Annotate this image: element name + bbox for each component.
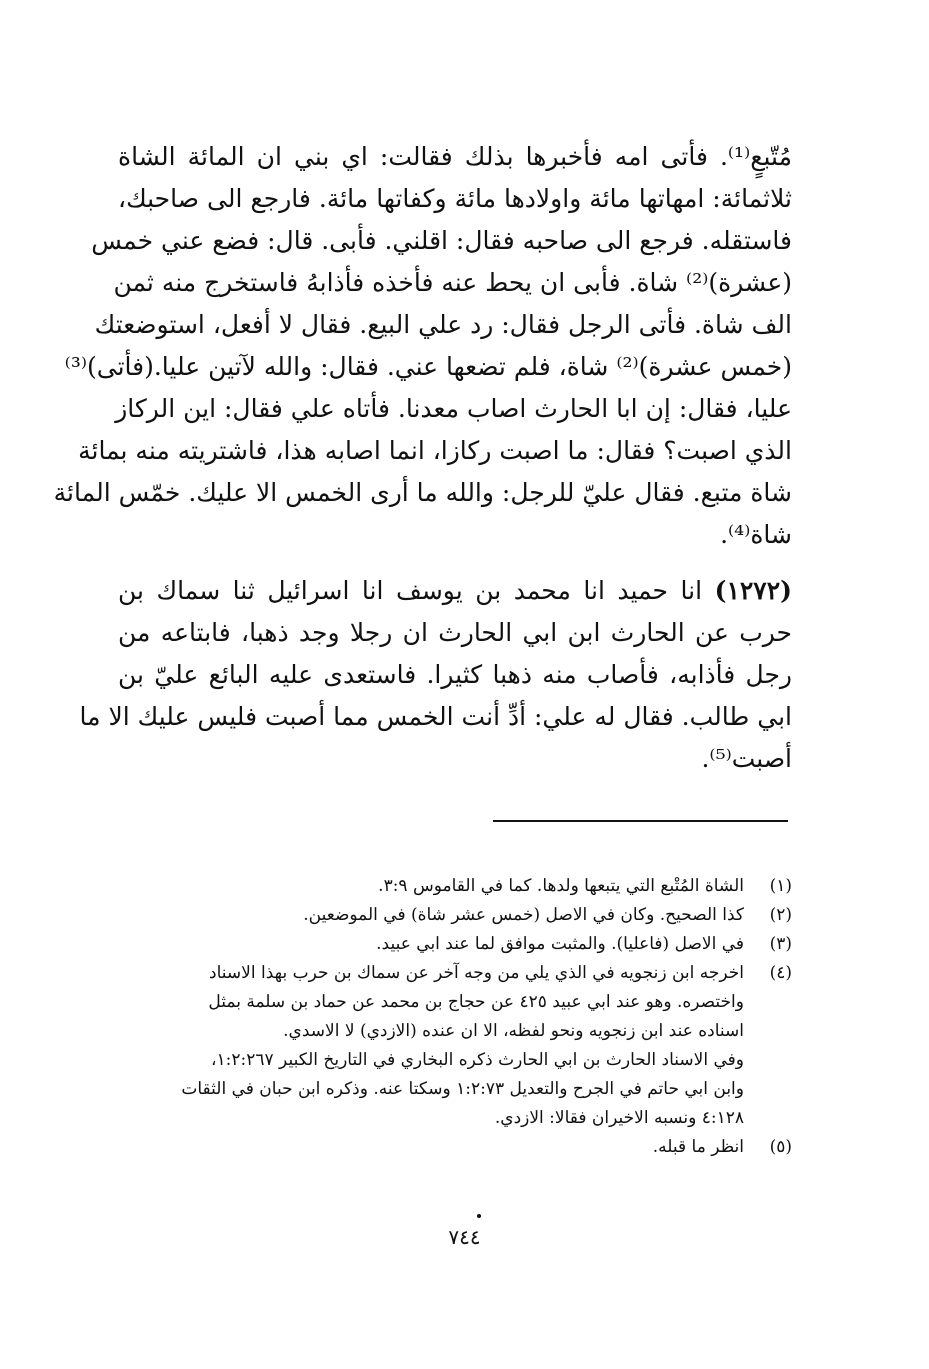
text-line bbox=[118, 570, 792, 612]
footnote-line: ٤:١٢٨ ونسبه الاخيران فقالا: الازدي. bbox=[494, 1108, 744, 1128]
footnote-text bbox=[118, 1133, 744, 1162]
footnote-3 bbox=[118, 930, 792, 959]
footnote-line: وابن ابي حاتم في الجرح والتعديل ١:٢:٧٣ وسكتا عنه. وذكره ابن حبان في الثقات bbox=[181, 1079, 744, 1099]
text-line: الذي اصبت؟ فقال: ما اصبت ركازا، انما اصابه هذا، فاشتريته منه بمائة bbox=[78, 436, 792, 465]
footnote-text bbox=[118, 930, 744, 959]
footnote-line: اسناده عند ابن زنجويه ونحو لفظه، الا ان عنده (الازدي) لا الاسدي. bbox=[283, 1021, 744, 1041]
text-line: رجل فأذابه، فأصاب منه ذهبا كثيرا. فاستعدى عليه البائع عليّ بن bbox=[118, 660, 792, 689]
footnote-line: اخرجه ابن زنجويه في الذي يلي من وجه آخر عن سماك بن حرب بهذا الاسناد bbox=[209, 963, 744, 983]
text-line: عليا، فقال: إن ابا الحارث اصاب معدنا. فأتاه علي فقال: اين الركاز bbox=[115, 394, 792, 423]
footnote-line: وفي الاسناد الحارث بن ابي الحارث ذكره البخاري في التاريخ الكبير ١:٢:٢٦٧، bbox=[211, 1050, 744, 1070]
main-paragraph-1 bbox=[53, 136, 792, 556]
page-number: ٧٤٤ bbox=[448, 1225, 481, 1249]
footnote-1 bbox=[118, 872, 792, 901]
main-paragraph-2 bbox=[79, 570, 792, 780]
text-line: حرب عن الحارث ابن ابي الحارث ان رجلا وجد ذهبا، فابتاعه من bbox=[118, 618, 792, 647]
footnote-text bbox=[118, 959, 744, 1133]
text-line: (عشرة)⁽²⁾ شاة. فأبى ان يحط عنه فأخذه فأذابهُ فاستخرج منه ثمن bbox=[113, 268, 792, 297]
footnote-line: واختصره. وهو عند ابي عبيد ٤٢٥ عن حجاج بن محمد عن حماد بن سلمة بمثل bbox=[208, 992, 744, 1012]
text-line: ثلاثمائة: امهاتها مائة واولادها مائة وكفاتها مائة. فارجع الى صاحبك، bbox=[118, 184, 792, 213]
footnote-4 bbox=[118, 959, 792, 1133]
footnote-divider bbox=[493, 820, 788, 822]
text-segment: انا حميد انا محمد بن يوسف انا اسرائيل ثنا سماك بن bbox=[118, 576, 715, 605]
text-line: الف شاة. فأتى الرجل فقال: رد علي البيع. فقال لا أفعل، استوضعتك bbox=[94, 310, 792, 339]
page-mark-dot bbox=[477, 1214, 481, 1218]
text-line: شاة⁽⁴⁾. bbox=[720, 520, 792, 549]
hadith-number: (١٢٧٢) bbox=[714, 576, 792, 605]
footnote-5 bbox=[118, 1133, 792, 1162]
text-line: ابي طالب. فقال له علي: أدِّ أنت الخمس مما أصبت فليس عليك الا ما bbox=[79, 702, 792, 731]
footnote-number: (٥) bbox=[769, 1137, 792, 1157]
footnote-line: كذا الصحيح. وكان في الاصل (خمس عشر شاة) في الموضعين. bbox=[303, 905, 744, 925]
footnote-number: (٢) bbox=[769, 905, 792, 925]
text-line: مُتّبعٍ⁽¹⁾. فأتى امه فأخبرها بذلك فقالت: اي بني ان المائة الشاة bbox=[118, 142, 792, 171]
footnote-number: (٤) bbox=[769, 963, 792, 983]
footnote-number: (٣) bbox=[769, 934, 792, 954]
text-line: شاة متبع. فقال عليّ للرجل: والله ما أرى الخمس الا عليك. خمّس المائة bbox=[53, 478, 792, 507]
text-line: أصبت⁽⁵⁾. bbox=[701, 744, 792, 773]
footnote-text bbox=[118, 901, 744, 930]
footnote-line: الشاة المُتْبع التي يتبعها ولدها. كما في القاموس ٣:٩. bbox=[378, 876, 744, 896]
text-line: فاستقله. فرجع الى صاحبه فقال: اقلني. فأبى. قال: فضع عني خمس bbox=[91, 226, 792, 255]
footnote-number: (١) bbox=[769, 876, 792, 896]
text-line: (خمس عشرة)⁽²⁾ شاة، فلم تضعها عني. فقال: والله لآتين عليا.(فأتى)⁽³⁾ bbox=[64, 352, 792, 381]
footnote-text bbox=[118, 872, 744, 901]
footnotes bbox=[118, 872, 792, 1162]
footnote-2 bbox=[118, 901, 792, 930]
footnote-line: انظر ما قبله. bbox=[652, 1137, 744, 1157]
footnote-line: في الاصل (فاعليا). والمثبت موافق لما عند ابي عبيد. bbox=[376, 934, 744, 954]
